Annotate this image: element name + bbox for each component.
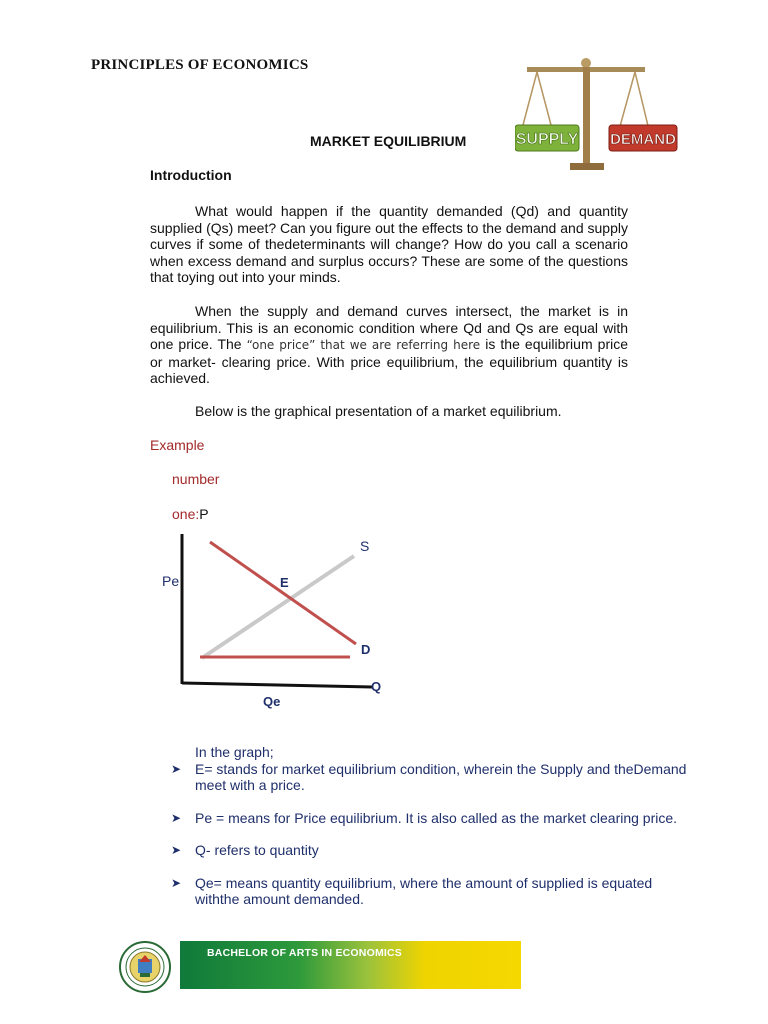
arrow-bullet-icon: ➤ — [171, 843, 182, 857]
list-item-text: Pe = means for Price equilibrium. It is also called as the market clearing price. — [195, 809, 678, 826]
scale-top-knob — [581, 58, 591, 68]
equilibrium-graph — [150, 530, 400, 720]
number-one-label — [172, 506, 209, 522]
program-banner-text: BACHELOR OF ARTS IN ECONOMICS — [207, 947, 402, 959]
price-axis-label: P — [199, 506, 209, 522]
equilibrium-point-label: E — [280, 575, 289, 590]
list-item — [171, 875, 691, 908]
list-item-text: E= stands for market equilibrium condition, wherein the Supply and theDemand meet with a price. — [195, 760, 687, 793]
scale-base — [570, 163, 604, 170]
section-heading: Introduction — [150, 167, 232, 183]
header-title: PRINCIPLES OF ECONOMICS — [91, 57, 309, 73]
paragraph-equilibrium — [150, 303, 628, 387]
arrow-bullet-icon: ➤ — [171, 761, 182, 776]
one-label: one: — [172, 506, 200, 522]
document-title: MARKET EQUILIBRIUM — [310, 133, 467, 149]
list-item — [171, 810, 691, 827]
qe-label: Qe — [263, 694, 281, 709]
paragraph-equilibrium-part2: is the equilibrium price or market- clearing price. With price equilibrium, the equilibrium quantity is achieved. — [150, 336, 629, 387]
demand-sign-label: DEMAND — [610, 131, 676, 148]
demand-curve — [210, 542, 356, 644]
program-banner — [180, 941, 521, 989]
paragraph-equilibrium-quote: “one price” that we are referring here — [246, 338, 481, 353]
bullets-lead: In the graph; — [195, 744, 274, 760]
paragraph-equilibrium-part1: When the supply and demand curves intersect, the market is in equilibrium. This is an economic condition where Qd and Qs are equal with one price. The — [150, 303, 628, 353]
demand-label: D — [361, 642, 371, 657]
list-item-text: Q- refers to quantity — [195, 842, 319, 858]
list-item-text: Qe= means quantity equilibrium, where the amount of supplied is equated withthe amount demanded. — [195, 874, 653, 907]
paragraph-graph-intro: Below is the graphical presentation of a market equilibrium. — [195, 403, 562, 419]
supply-sign-label: SUPPLY — [515, 131, 579, 148]
list-item — [171, 842, 691, 859]
arrow-bullet-icon: ➤ — [171, 875, 182, 890]
arrow-bullet-icon: ➤ — [171, 810, 182, 825]
supply-curve — [202, 556, 354, 658]
scale-illustration — [515, 55, 680, 175]
x-axis — [182, 683, 372, 687]
scale-pillar — [583, 67, 590, 167]
pe-label: Pe — [162, 573, 180, 589]
graph-legend-list — [171, 744, 691, 908]
number-label: number — [172, 471, 220, 487]
paragraph-intro: What would happen if the quantity demanded (Qd) and quantity supplied (Qs) meet? Can you figure out the effects to the demand and supply curves if some of thedeterminants will change? How do you call a scenario when excess demand and surplus occurs? These are some of the questions that toying out into your minds. — [150, 203, 628, 286]
university-seal-logo — [118, 940, 172, 994]
quantity-axis-label: Q — [371, 679, 382, 694]
supply-label: S — [360, 538, 370, 554]
list-item — [171, 761, 691, 794]
example-label: Example — [150, 437, 205, 453]
